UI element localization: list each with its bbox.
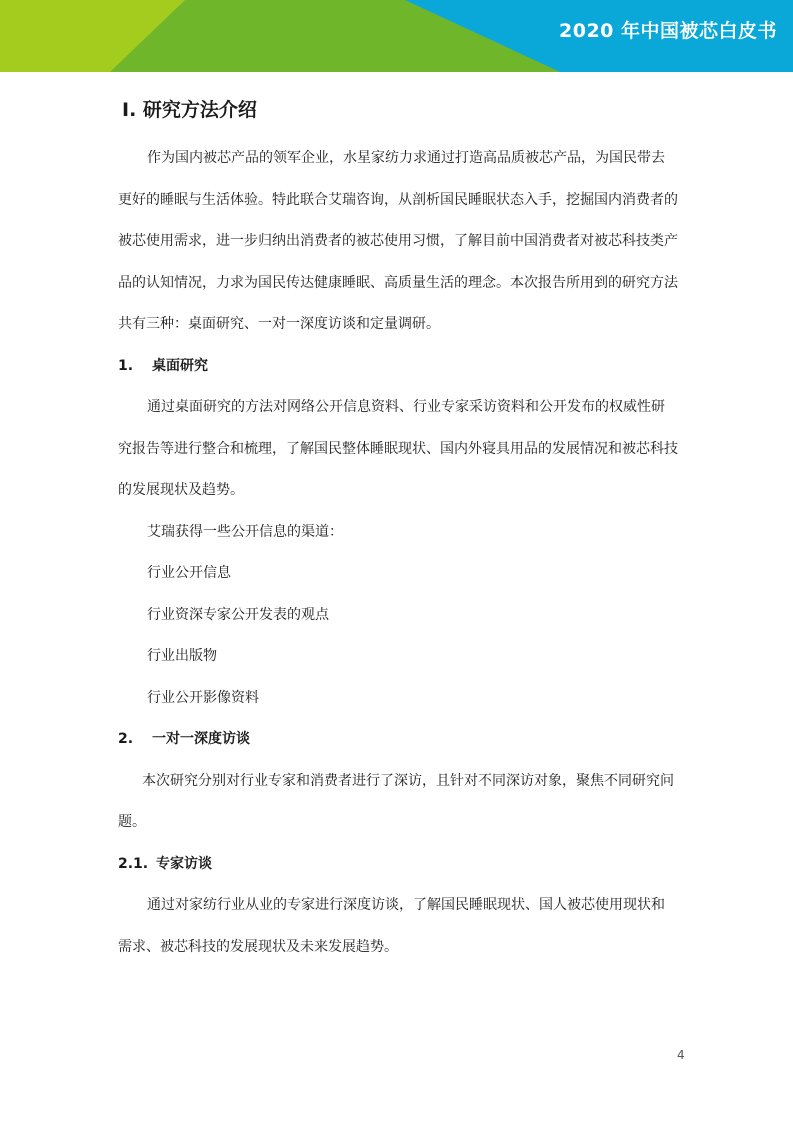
channel-item: 行业资深专家公开发表的观点 <box>147 606 329 623</box>
desk-research-paragraph: 通过桌面研究的方法对网络公开信息资料、行业专家采访资料和公开发布的权威性研究报告等进行整合和梳理，了解国民整体睡眠现状、国内外寝具用品的发展情况和被芯科技的发展现状及趋势。 <box>118 399 678 498</box>
expert-interview-title: 专家访谈 <box>156 855 212 872</box>
interview-number: 2. <box>118 731 134 747</box>
section-title: Ⅰ. 研究方法介绍 <box>122 99 257 121</box>
desk-research-number: 1. <box>118 357 134 374</box>
expert-interview-number: 2.1. <box>118 855 149 872</box>
channels-intro: 艾瑞获得一些公开信息的渠道： <box>147 523 343 540</box>
interview-title: 一对一深度访谈 <box>152 731 250 747</box>
header-banner <box>0 0 793 72</box>
intro-paragraph: 作为国内被芯产品的领军企业，水星家纺力求通过打造高品质被芯产品，为国民带去更好的睡眠与生活体验。特此联合艾瑞咨询，从剖析国民睡眠状态入手，挖掘国内消费者的被芯使用需求，进一步归纳出消费者的被芯使用习惯，了解目前中国消费者对被芯科技类产品的认知情况，力求为国民传达健康睡眠、高质量生活的理念。本次报告所用到的研究方法共有三种：桌面研究、一对一深度访谈和定量调研。 <box>118 150 678 332</box>
channel-item: 行业公开影像资料 <box>147 689 259 706</box>
header-title: 2020 年中国被芯白皮书 <box>559 20 777 42</box>
expert-interview-heading <box>118 844 678 886</box>
expert-interview-paragraph: 通过对家纺行业从业的专家进行深度访谈，了解国民睡眠现状、国人被芯使用现状和需求、被芯科技的发展现状及未来发展趋势。 <box>118 897 665 955</box>
interview-paragraph: 本次研究分别对行业专家和消费者进行了深访，且针对不同深访对象，聚焦不同研究问题。 <box>118 772 674 830</box>
desk-research-title: 桌面研究 <box>152 357 208 374</box>
channel-item: 行业出版物 <box>147 648 217 664</box>
interview-heading <box>118 719 678 761</box>
channel-item: 行业公开信息 <box>147 565 231 581</box>
desk-research-heading <box>118 346 678 388</box>
page-number: 4 <box>677 1048 685 1062</box>
page-content <box>118 96 678 968</box>
